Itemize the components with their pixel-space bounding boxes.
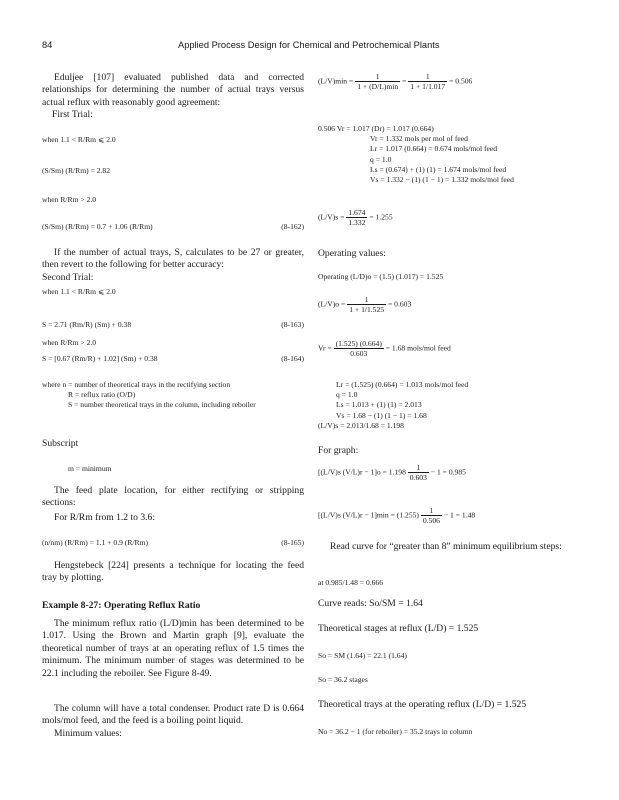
equation-line: q = 1.0: [336, 390, 358, 400]
fraction: [355, 72, 400, 91]
feed-plate-paragraph: The feed plate location, for either rectifying or stripping sections:: [42, 485, 304, 509]
equation-1: (S/Sm) (R/Rm) = 2.82: [42, 166, 110, 175]
intro-paragraph: Eduljee [107] evaluated published data and corrected relationships for determining the number of actual trays versus actual reflux with reasonably good agreement:: [42, 72, 304, 108]
paragraph-accuracy: If the number of actual trays, S, calculates to be 27 or greater, then revert to the following for better accuracy:: [42, 247, 304, 271]
lv-s-equation: (L/V)s = $\frac{1.674}{1.332}$ = 1.255: [318, 208, 393, 227]
numerator: 1: [347, 295, 386, 305]
first-trial-label: First Trial:: [52, 109, 93, 120]
operating-values-label: Operating values:: [318, 248, 386, 259]
result: = 0.603: [387, 299, 412, 309]
numerator: 1: [408, 463, 429, 473]
numerator: (1.525) (0.664): [335, 339, 382, 348]
condition-3: when 1.1 < R/Rm ⩽ 2.0: [42, 287, 116, 296]
example-paragraph-2: The column will have a total condenser. Product rate D is 0.664 mols/mol feed, and the feed is a boiling point liquid.: [42, 703, 304, 727]
equation-text: (n/nm) (R/Rm) = 1.1 + 0.9 (R/Rm): [42, 538, 149, 547]
equation-line: Lr = 1.017 (0.664) = 0.674 mols/mol feed: [370, 144, 498, 154]
denominator: 0.603: [409, 473, 427, 482]
denominator: 0.506: [422, 516, 440, 525]
equation-text: S = 2.71 (Rm/R) (Sm) + 0.38: [42, 320, 132, 329]
equation-text: S = [0.67 (Rm/R) + 1.02] (Sm) + 0.38: [42, 354, 158, 363]
ratio-line: at 0.985/1.48 = 0.666: [318, 578, 384, 587]
fraction: [421, 506, 442, 525]
condition-2: when R/Rm > 2.0: [42, 195, 97, 204]
condition-1: when 1.1 < R/Rm ⩽ 2.0: [42, 135, 116, 144]
fraction: [408, 72, 447, 91]
equation-line: Ls = (0.674) + (1) (1) = 1.674 mols/mol feed: [370, 164, 507, 174]
result: = 1.255: [369, 212, 393, 222]
equation-8-164: [42, 354, 304, 363]
equation-number: (8-165): [281, 538, 304, 547]
lv-o-equation: (L/V)o = $\frac{1}{1 + 1/1.525}$ = 0.603: [318, 295, 412, 314]
definition-s: S = number theoretical trays in the column, including reboiler: [68, 400, 256, 410]
equation-line: 0.506 Vr = 1.017 (Dr) = 1.017 (0.664): [318, 124, 434, 133]
result: − 1 = 0.985: [430, 467, 466, 477]
graph-equation-operating: [318, 463, 466, 482]
denominator: 1 + (D/L)min: [357, 82, 399, 91]
equation-line: (L/V)s = 2.013/1.68 = 1.198: [318, 420, 404, 430]
subscript-label: Subscript: [42, 438, 79, 449]
so-value: So = 36.2 stages: [318, 675, 368, 684]
running-header: Applied Process Design for Chemical and Petrochemical Plants: [178, 40, 440, 50]
equation-line: Vs = 1.68 − (1) (1 − 1) = 1.68: [336, 410, 427, 420]
equation-text: (S/Sm) (R/Rm) = 0.7 + 1.06 (R/Rm): [42, 222, 153, 231]
where-definitions: [42, 380, 304, 411]
definition-r: R = reflux ratio (O/D): [68, 390, 136, 400]
minimum-values-block: [318, 124, 580, 185]
graph-lhs: [(L/V)s (V/L)r − 1]o: [318, 467, 381, 477]
equation-line: Vr = 1.332 mols per mol of feed: [370, 134, 468, 144]
equation-line: Ls = 1.013 + (1) (1) = 2.013: [336, 400, 422, 410]
second-trial-label: Second Trial:: [42, 272, 94, 283]
theoretical-trays-line: Theoretical trays at the operating reflux (L/D) = 1.525: [318, 699, 527, 710]
condition-4: when R/Rm > 2.0: [42, 338, 97, 347]
graph-lhs: [(L/V)s (V/L)r − 1]min: [318, 510, 389, 520]
equation-line: Lr = (1.525) (0.664) = 1.013 mols/mol feed: [336, 380, 469, 389]
operating-values-block: [318, 380, 580, 431]
curve-reads-line: Curve reads: So/SM = 1.64: [318, 598, 423, 609]
numerator: 1: [408, 72, 447, 82]
example-paragraph-3: Minimum values:: [54, 728, 122, 739]
feed-plate-range: For R/Rm from 1.2 to 3.6:: [54, 512, 156, 523]
subscript-m: m = minimum: [68, 464, 112, 473]
definition-n: where n = number of theoretical trays in the rectifying section: [42, 380, 231, 389]
lv-min-lhs: (L/V)min: [318, 76, 348, 86]
numerator: 1: [421, 506, 442, 516]
fraction: [346, 208, 367, 227]
fraction: [334, 339, 384, 358]
so-calculation: So = SM (1.64) = 22.1 (1.64): [318, 651, 407, 660]
example-title: Example 8-27: Operating Reflux Ratio: [42, 600, 201, 611]
theoretical-stages-line: Theoretical stages at reflux (L/D) = 1.525: [318, 623, 479, 634]
denominator: 1 + 1/1.017: [410, 82, 446, 91]
graph-coefficient: = 1.198: [382, 467, 406, 477]
lv-o-lhs: (L/V)o: [318, 299, 340, 309]
lv-min-equation: (L/V)min = $\frac{1}{1 + (D/L)\min}$ = $\frac{1}{1 + 1/1.017}$ = 0.506: [318, 72, 473, 91]
numerator: 1.674: [348, 208, 366, 217]
denominator: 0.603: [350, 349, 368, 358]
fraction: [347, 295, 386, 314]
no-calculation: No = 36.2 − 1 (for reboiler) = 35.2 trays in column: [318, 727, 473, 736]
equation-8-163: [42, 320, 304, 329]
graph-coefficient: = (1.255): [390, 510, 419, 520]
fraction: [408, 463, 429, 482]
result: = 1.68 mols/mol feed: [385, 343, 451, 353]
equation-number: (8-164): [281, 354, 304, 363]
example-paragraph-1: The minimum reflux ratio (L/D)min has been determined to be 1.017. Using the Brown and Martin graph [9], evaluate the theoretical number of trays at an operating reflux of 1.5 times the minimum. The minimum number of stages was determined to be 22.1 including the reboiler. See Figure 8-49.: [42, 618, 304, 679]
equation-8-165: [42, 538, 304, 547]
equation-number: (8-163): [281, 320, 304, 329]
result: − 1 = 1.48: [443, 510, 476, 520]
graph-equation-minimum: [318, 506, 475, 525]
equation-line: q = 1.0: [370, 154, 392, 164]
denominator: 1.332: [348, 218, 366, 227]
result: = 0.506: [449, 76, 473, 86]
equation-line: Vs = 1.332 − (1) (1 − 1) = 1.332 mols/mol feed: [370, 175, 514, 185]
read-curve-paragraph: Read curve for “greater than 8” minimum equilibrium steps:: [330, 541, 562, 552]
vr-lhs: Vr =: [318, 343, 332, 353]
page-number: 84: [42, 40, 53, 50]
operating-ld-equation: Operating (L/D)o = (1.5) (1.017) = 1.525: [318, 272, 444, 281]
denominator: 1 + 1/1.525: [349, 305, 385, 314]
vr-equation: [318, 339, 451, 358]
equation-8-162: [42, 222, 304, 231]
equation-number: (8-162): [281, 222, 304, 231]
hengstebeck-paragraph: Hengstebeck [224] presents a technique for locating the feed tray by plotting.: [42, 560, 304, 584]
for-graph-label: For graph:: [318, 445, 359, 456]
numerator: 1: [355, 72, 400, 82]
lv-s-lhs: (L/V)s: [318, 212, 339, 222]
